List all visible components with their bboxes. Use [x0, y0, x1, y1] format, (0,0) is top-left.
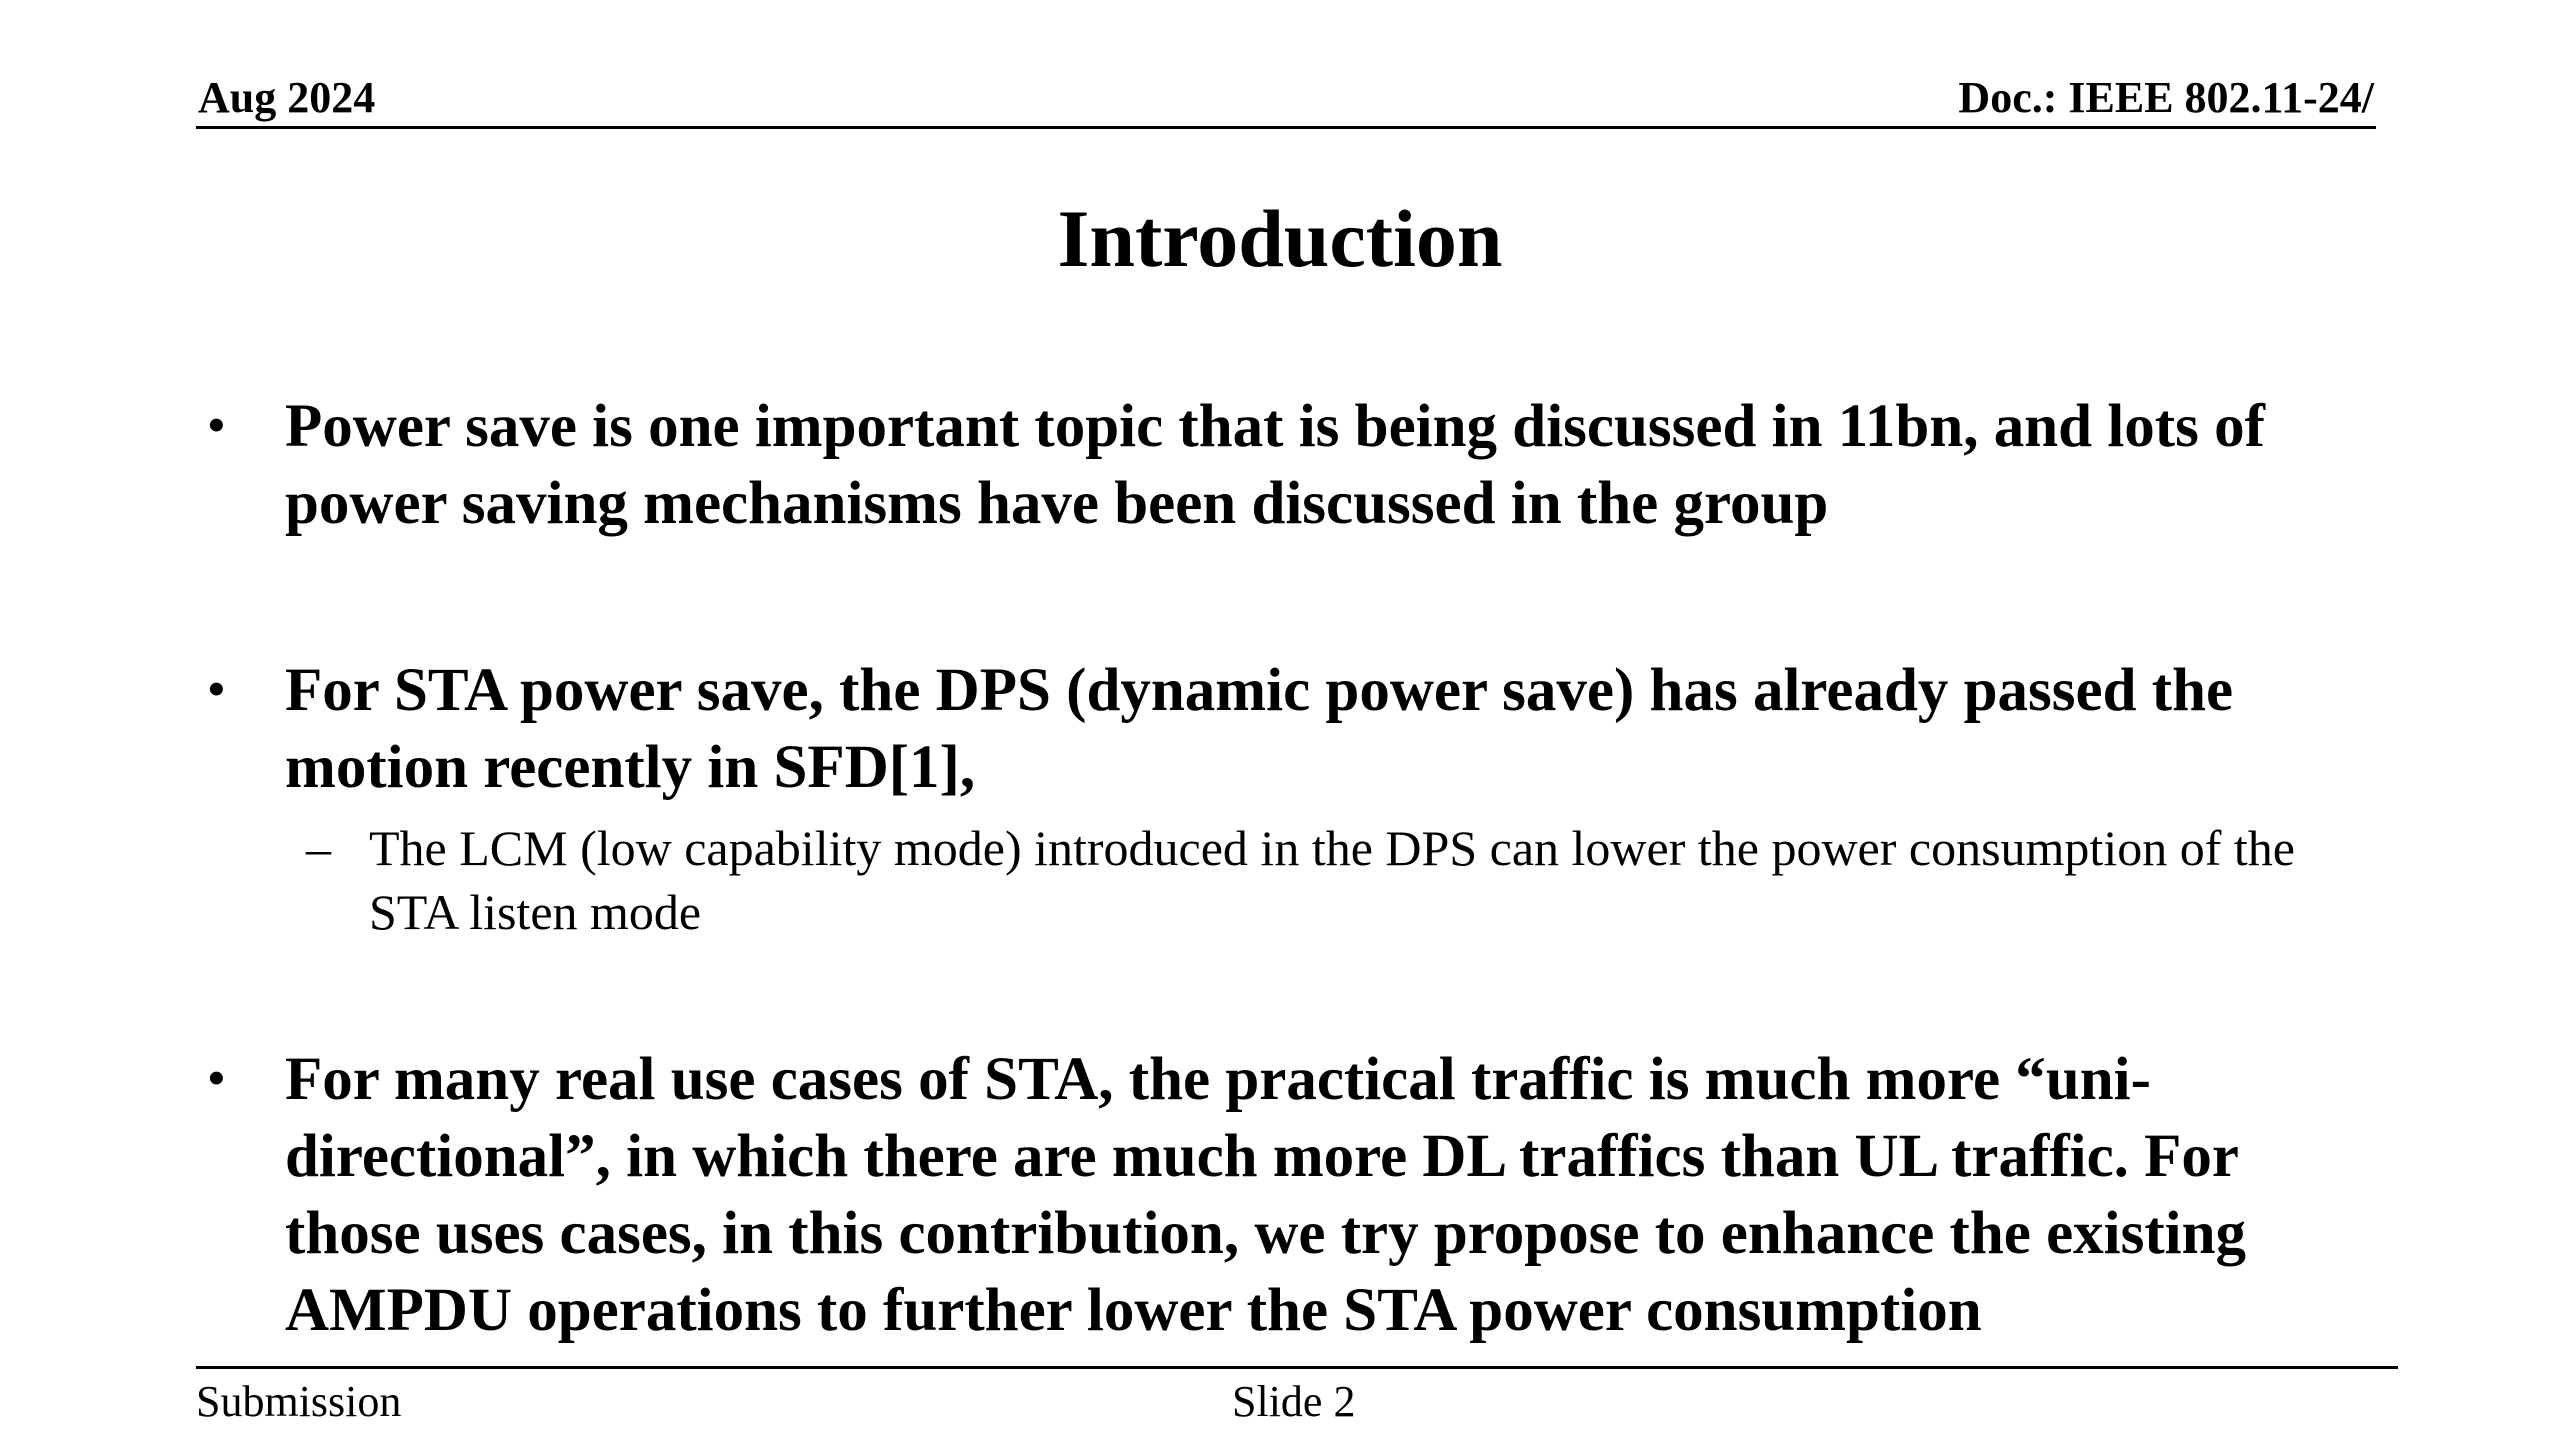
- bullet-text: Power save is one important topic that is being discussed in 11bn, and lots of power saving mechanisms have been discussed in the group: [285, 393, 2265, 537]
- bullet-item-2: [208, 652, 2388, 806]
- bullet-text: For many real use cases of STA, the practical traffic is much more “uni-directional”, in which there are much more DL traffics than UL traffic. For those uses cases, in this contribution, we try propose to enhance the existing AMPDU operations to further lower the STA power consumption: [285, 1046, 2247, 1344]
- bullet-marker: •: [208, 663, 225, 716]
- bullet-item-1: [208, 388, 2388, 542]
- sub-bullet-text: The LCM (low capability mode) introduced in the DPS can lower the power consumption of the STA listen mode: [369, 820, 2295, 940]
- slide-title: Introduction: [1057, 193, 1503, 284]
- bullet-text: For STA power save, the DPS (dynamic power save) has already passed the motion recently in SFD[1],: [285, 657, 2234, 801]
- sub-bullet-item: [306, 816, 2386, 944]
- header-doc-id: Doc.: IEEE 802.11-24/: [1958, 73, 2374, 122]
- sub-bullet-marker: –: [306, 820, 331, 876]
- slide-header: [196, 72, 2376, 129]
- footer-slide-number: Slide 2: [1232, 1377, 1356, 1426]
- bullet-item-3: [208, 1041, 2388, 1349]
- footer-submission: Submission: [196, 1377, 402, 1426]
- footer-divider: [196, 1366, 2398, 1369]
- bullet-marker: •: [208, 399, 225, 452]
- header-date: Aug 2024: [198, 73, 376, 122]
- bullet-marker: •: [208, 1052, 225, 1105]
